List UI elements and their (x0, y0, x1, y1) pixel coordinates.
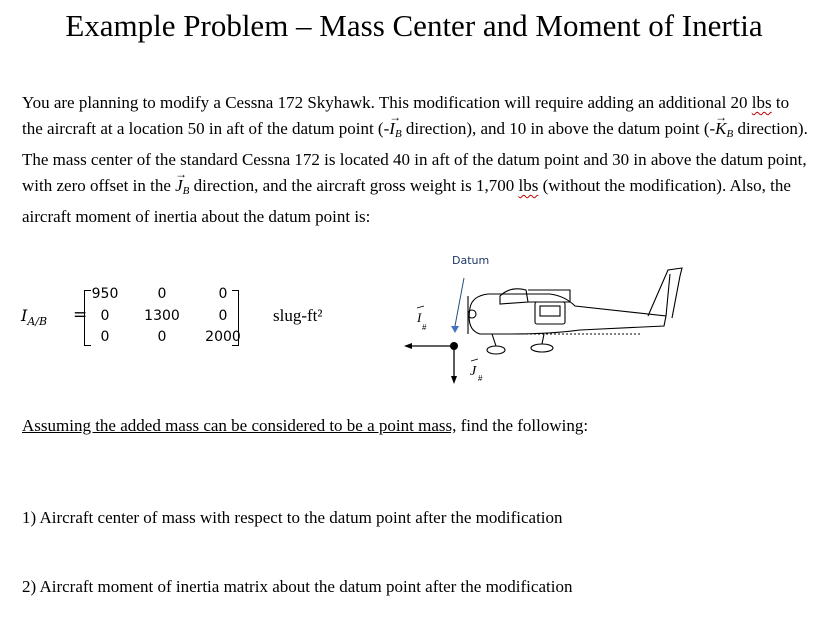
inertia-units: slug-ft² (273, 306, 323, 325)
j-axis-label: J (470, 364, 477, 379)
matrix-cell-r3c2: 0 (157, 329, 167, 345)
k-axis-arrowhead (451, 376, 457, 384)
task-item-1: 1) Aircraft center of mass with respect to the datum point after the modification (22, 508, 563, 527)
unit-vector-j: → J (175, 173, 183, 199)
wing-strut (528, 290, 570, 302)
page-title: Example Problem – Mass Center and Moment of Inertia (65, 8, 763, 43)
main-gear-leg (542, 334, 544, 344)
text-segment: (without the modification). Also, the aircraft moment of inertia about the datum point is: (22, 176, 791, 226)
aircraft-diagram (400, 250, 690, 390)
i-axis-label: I (417, 310, 422, 325)
inertia-subscript: A/B (27, 315, 48, 328)
main-wheel (531, 344, 553, 352)
tail-fin (648, 268, 682, 318)
inertia-symbol: I (21, 306, 28, 325)
vector-subscript: B (394, 128, 402, 140)
i-vector-bar (417, 306, 424, 308)
cabin-window (540, 306, 560, 316)
nose-gear-leg (492, 334, 496, 346)
i-axis-arrowhead (404, 343, 412, 349)
matrix-cell-r3c3: 2000 (205, 329, 241, 345)
unit-vector-k: → K (715, 116, 726, 142)
j-axis-sub: # (478, 374, 483, 383)
vector-subscript: B (182, 185, 190, 197)
text-segment: to the aircraft at a location 50 in aft of the datum point (- (22, 93, 790, 138)
windshield (500, 289, 528, 304)
unit-vector-i: → I (389, 116, 395, 142)
fuselage-outline (469, 294, 666, 334)
i-axis-sub: # (422, 323, 427, 332)
matrix-cell-r1c2: 0 (157, 286, 167, 302)
tail-line (666, 274, 670, 316)
task-item-2: 2) Aircraft moment of inertia matrix about the datum point after the modification (22, 577, 573, 596)
matrix-cell-r2c2: 1300 (144, 308, 180, 324)
question-rest: find the following: (456, 416, 589, 435)
matrix-cell-r1c3: 0 (218, 286, 228, 302)
datum-pointer-line (455, 278, 464, 326)
nose-wheel (487, 346, 505, 354)
spellcheck-word: lbs (518, 176, 539, 195)
spellcheck-word: lbs (751, 93, 772, 112)
matrix-cell-r1c1: 950 (91, 286, 119, 302)
datum-arrowhead (451, 326, 459, 333)
matrix-cell-r2c1: 0 (100, 308, 110, 324)
problem-statement (22, 90, 808, 230)
text-segment: direction, and the aircraft gross weight is 1,700 (189, 176, 519, 195)
equals-sign: = (73, 305, 88, 325)
vector-subscript: B (726, 128, 734, 140)
question-underlined: Assuming the added mass can be considered to be a point mass, (22, 416, 457, 435)
inertia-label (21, 306, 47, 328)
text-segment: direction). The mass center of the standard Cessna 172 is located 40 in aft of the datum point and 30 in above the datum point, with zero offset in the (22, 119, 808, 195)
question-prompt (22, 415, 588, 437)
datum-label: Datum (452, 254, 490, 267)
text-segment: direction), and 10 in above the datum point (- (401, 119, 716, 138)
matrix-cell-r3c1: 0 (100, 329, 110, 345)
matrix-cell-r2c3: 0 (218, 308, 228, 324)
text-segment: You are planning to modify a Cessna 172 Skyhawk. This modification will require adding an additional 20 (22, 93, 752, 112)
cessna-172-icon (468, 268, 682, 354)
j-vector-bar (471, 359, 478, 361)
